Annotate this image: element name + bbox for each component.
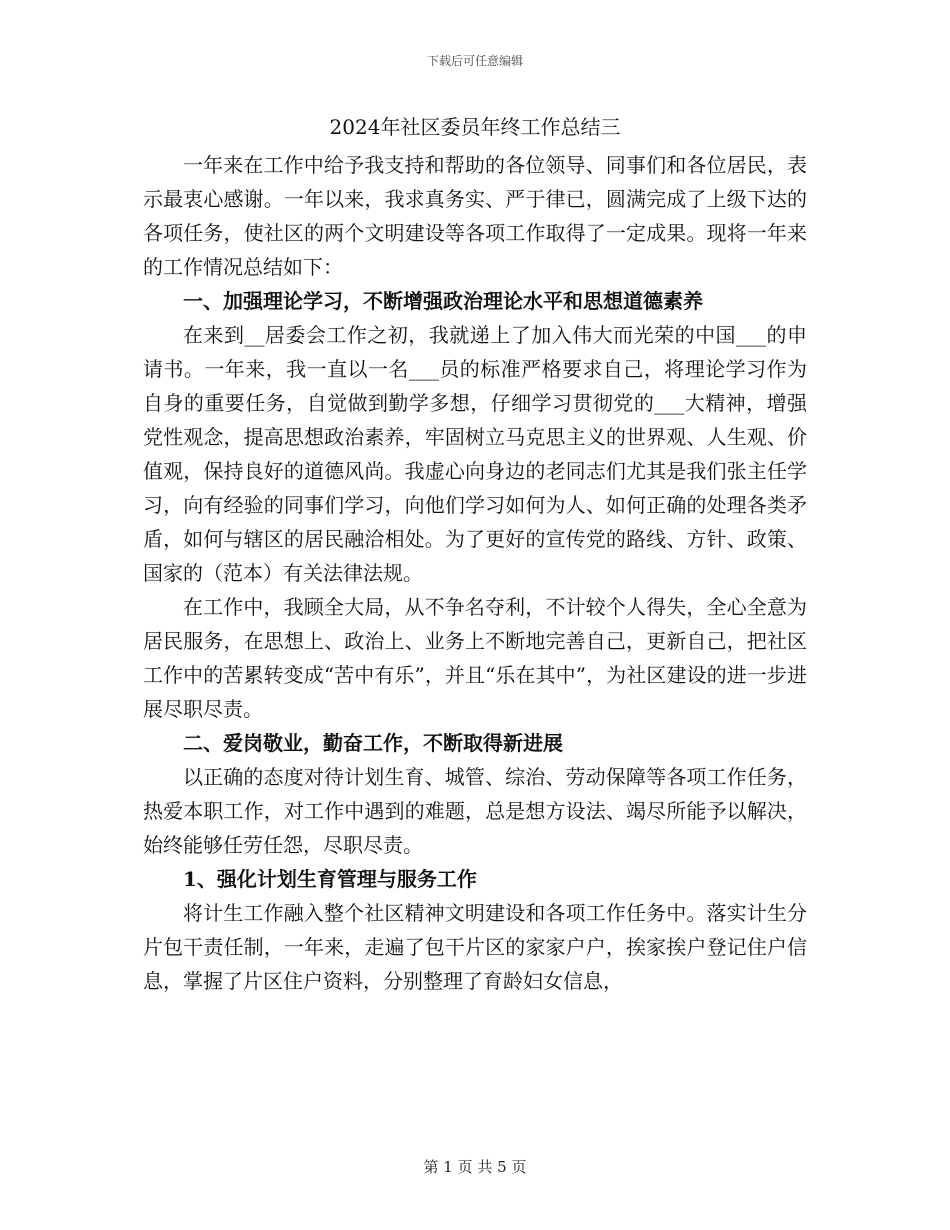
page-number: 第 1 页 共 5 页	[423, 1158, 527, 1176]
page-header-note: 下载后可任意编辑	[426, 54, 523, 68]
document-title: 2024年社区委员年终工作总结三	[329, 115, 621, 139]
subsection-heading-1: 1、强化计划生育管理与服务工作	[183, 867, 477, 891]
section-heading-1: 一、加强理论学习，不断增强政治理论水平和思想道德素养	[183, 289, 703, 313]
section-heading-2: 二、爱岗敬业，勤奋工作，不断取得新进展	[183, 731, 563, 755]
paragraph-work-attitude: 在工作中，我顾全大局，从不争名夺利，不计较个人得失，全心全意为居民服务，在思想上、政治上、业务上不断地完善自己，更新自己，把社区工作中的苦累转变成“苦中有乐”，并且“乐在其中”，为社区建设的进一步进展尽职尽责。	[143, 595, 807, 721]
document-body	[143, 110, 807, 998]
paragraph-intro: 一年来在工作中给予我支持和帮助的各位领导、同事们和各位居民，表示最衷心感谢。一年以来，我求真务实、严于律已，圆满完成了上级下达的各项任务，使社区的两个文明建设等各项工作取得了一定成果。现将一年来的工作情况总结如下：	[143, 153, 807, 279]
paragraph-theory-study: 在来到__居委会工作之初，我就递上了加入伟大而光荣的中国___的申请书。一年来，我一直以一名___员的标准严格要求自己，将理论学习作为自身的重要任务，自觉做到勤学多想，仔细学习贯彻党的___大精神，增强党性观念，提高思想政治素养，牢固树立马克思主义的世界观、人生观、价值观，保持良好的道德风尚。我虚心向身边的老同志们尤其是我们张主任学习，向有经验的同事们学习，向他们学习如何为人、如何正确的处理各类矛盾，如何与辖区的居民融洽相处。为了更好的宣传党的路线、方针、政策、国家的（范本）有关法律法规。	[143, 323, 807, 585]
paragraph-family-planning: 将计生工作融入整个社区精神文明建设和各项工作任务中。落实计生分片包干责任制，一年来，走遍了包干片区的家家户户，挨家挨户登记住户信息，掌握了片区住户资料，分别整理了育龄妇女信息，	[143, 901, 807, 993]
paragraph-dedication: 以正确的态度对待计划生育、城管、综治、劳动保障等各项工作任务，热爱本职工作，对工作中遇到的难题，总是想方设法、竭尽所能予以解决，始终能够任劳任怨，尽职尽责。	[143, 765, 807, 857]
